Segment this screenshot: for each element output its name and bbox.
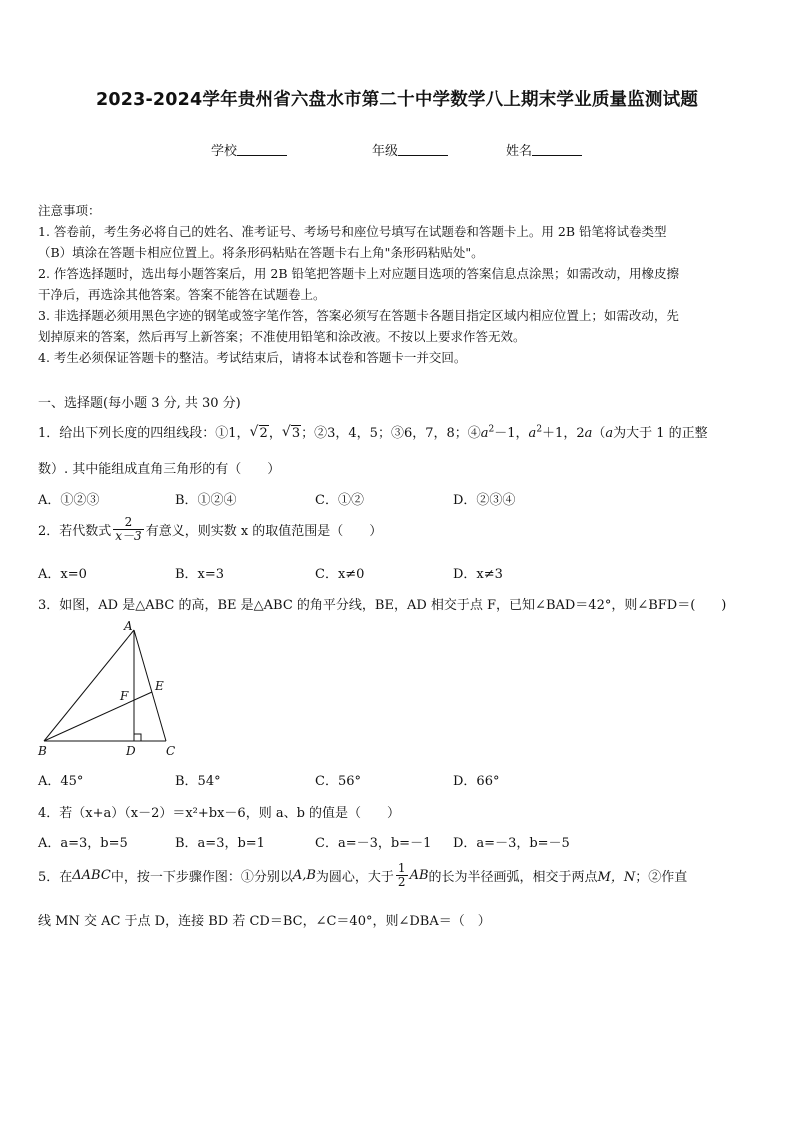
question-1-line-2: 数）. 其中能组成直角三角形的有（ ）	[38, 462, 281, 477]
school-label: 学校	[211, 144, 238, 159]
q2-text-part: 2．若代数式	[38, 524, 112, 539]
q2-fraction	[113, 516, 143, 543]
sqrt-3: √ 3	[281, 424, 301, 441]
q5-fraction	[396, 862, 408, 889]
q1-text-part: （	[592, 426, 606, 441]
q1-text-part: ；②3，4，5；③6，7，8；④	[301, 426, 481, 441]
q1-option-c[interactable]: C．①②	[315, 493, 364, 508]
section-heading: 一、选择题(每小题 3 分, 共 30 分)	[38, 396, 241, 411]
question-4: 4．若（x+a）（x－2）＝x²+bx－6，则 a、b 的值是（ ）	[38, 806, 401, 821]
q1-option-d[interactable]: D．②③④	[453, 493, 516, 508]
q2-text-part: 有意义，则实数 x 的取值范围是（ ）	[145, 524, 383, 539]
fraction-numerator: 1	[397, 861, 406, 875]
q1-option-a[interactable]: A．①②③	[38, 493, 100, 508]
label-d: D	[126, 744, 136, 758]
q2-option-a[interactable]: A．x=0	[38, 567, 87, 582]
q5-points-mn: M，N	[597, 870, 636, 885]
school-field	[211, 140, 287, 159]
question-3: 3．如图，AD 是△ABC 的高，BE 是△ABC 的角平分线，BE，AD 相交于点 F，已知∠BAD＝42°，则∠BFD＝( )	[38, 598, 727, 613]
notice-line: 1. 答卷前，考生务必将自己的姓名、准考证号、考场号和座位号填写在试题卷和答题卡上。用 2B 铅笔将试卷类型	[38, 224, 667, 239]
q3-option-c[interactable]: C．56°	[315, 774, 361, 789]
page-title: 2023-2024学年贵州省六盘水市第二十中学数学八上期末学业质量监测试题	[95, 90, 699, 110]
q3-option-b[interactable]: B．54°	[175, 774, 221, 789]
label-b: B	[38, 744, 47, 758]
q4-option-a[interactable]: A．a=3，b=5	[38, 836, 128, 851]
notice-heading: 注意事项：	[38, 203, 101, 218]
sqrt-radicand: 2	[259, 426, 268, 441]
triangle-figure	[34, 618, 184, 760]
q2-option-d[interactable]: D．x≠3	[453, 567, 503, 582]
q5-triangle: ΔABC	[72, 868, 111, 883]
q5-text-part: 的长为半径画弧，相交于两点	[428, 870, 598, 885]
q2-option-b[interactable]: B．x=3	[175, 567, 225, 582]
grade-field	[372, 140, 448, 159]
notice-line: 3. 非选择题必须用黑色字迹的钢笔或签字笔作答，答案必须写在答题卡各题目指定区域内相应位置上；如需改动，先	[38, 308, 679, 323]
q5-text-part: ；②作直	[635, 870, 688, 885]
name-label: 姓名	[506, 144, 533, 159]
sqrt-radicand: 3	[291, 426, 301, 441]
q2-option-c[interactable]: C．x≠0	[315, 567, 365, 582]
name-field	[506, 140, 582, 159]
grade-blank	[398, 143, 448, 156]
label-e: E	[155, 679, 164, 693]
label-f: F	[120, 689, 129, 703]
fraction-denominator: x－3	[115, 529, 142, 543]
q1-text-part: 为大于 1 的正整	[613, 426, 708, 441]
question-2	[38, 516, 382, 543]
q5-points: A,B	[292, 868, 316, 883]
q5-text-part: 5．在	[38, 870, 73, 885]
sqrt-2: √ 2	[249, 424, 268, 441]
notice-block	[38, 200, 758, 368]
grade-label: 年级	[372, 144, 399, 159]
fraction-denominator: 2	[397, 875, 406, 889]
q4-option-d[interactable]: D．a=－3，b=－5	[453, 836, 570, 851]
notice-line: 4. 考生必须保证答题卡的整洁。考试结束后，请将本试卷和答题卡一并交回。	[38, 350, 467, 365]
notice-line: （B）填涂在答题卡相应位置上。将条形码粘贴在答题卡右上角"条形码粘贴处"。	[38, 245, 484, 260]
notice-line: 干净后，再选涂其他答案。答案不能答在试题卷上。	[38, 287, 326, 302]
question-1-line-1	[38, 422, 708, 441]
question-5-line-2: 线 MN 交 AC 于点 D，连接 BD 若 CD＝BC，∠C＝40°，则∠DBA＝（ ）	[38, 914, 491, 929]
q5-text-part: 为圆心，大于	[315, 870, 394, 885]
name-blank	[532, 143, 582, 156]
question-5-line-1	[38, 862, 687, 889]
q1-expressions: $a^2-1$，$a^2+1$，2a	[480, 424, 593, 441]
q1-option-b[interactable]: B．①②④	[175, 493, 237, 508]
q1-text-part: 1．给出下列长度的四组线段：①1，	[38, 426, 250, 441]
q3-option-d[interactable]: D．66°	[453, 774, 500, 789]
label-a: A	[124, 619, 133, 633]
segment-ab	[44, 630, 134, 741]
q3-option-a[interactable]: A．45°	[38, 774, 84, 789]
q5-text-part: 中，按一下步骤作图：①分别以	[110, 870, 293, 885]
q5-segment: AB	[409, 868, 429, 883]
q1-separator: ，	[268, 426, 282, 441]
right-angle-mark	[134, 734, 141, 741]
school-blank	[237, 143, 287, 156]
fraction-numerator: 2	[124, 515, 133, 529]
notice-line: 划掉原来的答案，然后再写上新答案；不准使用铅笔和涂改液。不按以上要求作答无效。	[38, 329, 526, 344]
label-c: C	[166, 744, 176, 758]
q4-option-b[interactable]: B．a=3，b=1	[175, 836, 265, 851]
q1-var-a: a	[605, 426, 614, 441]
q4-option-c[interactable]: C．a=－3，b=－1	[315, 836, 432, 851]
notice-line: 2. 作答选择题时，选出每小题答案后，用 2B 铅笔把答题卡上对应题目选项的答案信息点涂黑；如需改动，用橡皮擦	[38, 266, 679, 281]
